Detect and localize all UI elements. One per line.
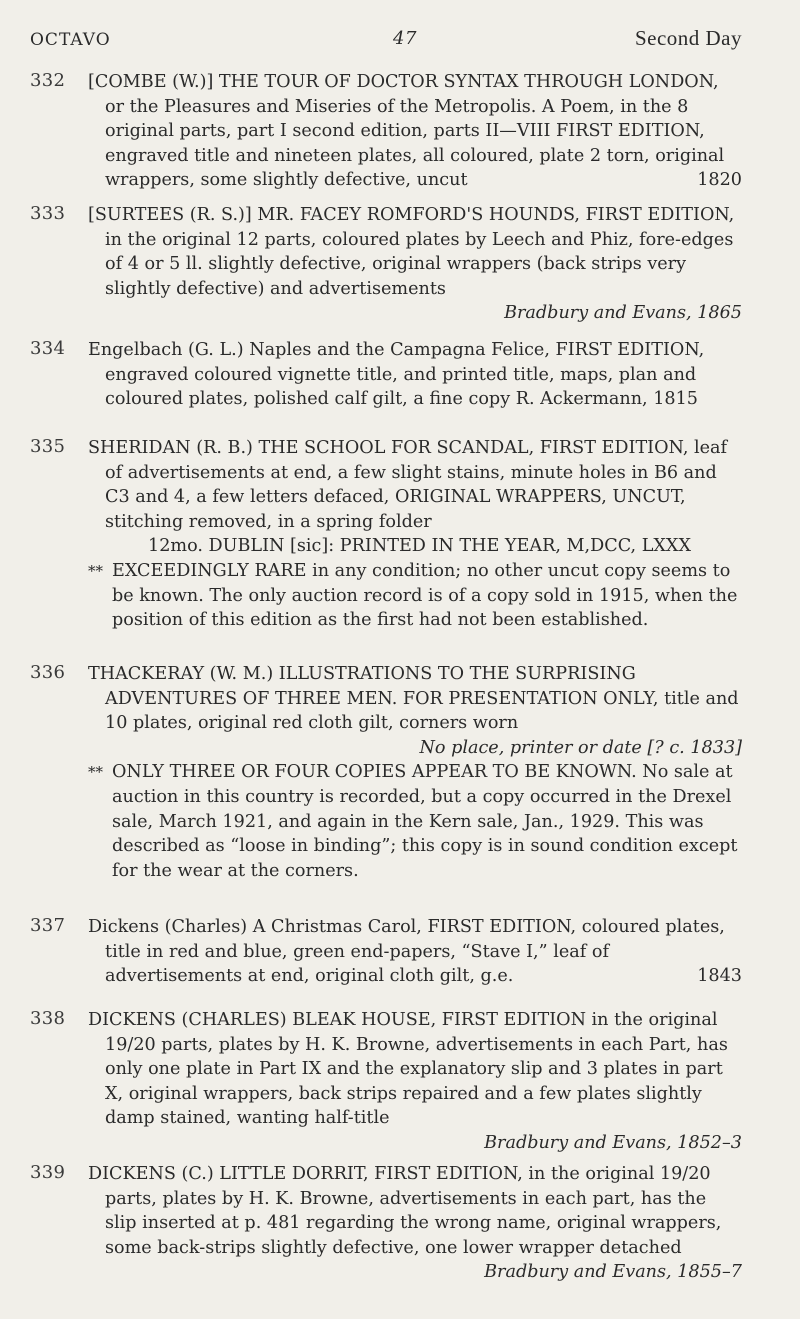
header-format: OCTAVO [30,30,111,50]
lot-date: 1843 [697,966,742,987]
lot-imprint: Bradbury and Evans, 1855–7 [484,1262,742,1283]
lot-description [88,70,742,193]
note-text: EXCEEDINGLY RARE in any condition; no other uncut copy seems to be known. The only auction record is of a copy sold in 1915, when the position of this edition as the first had not been established. [112,560,738,631]
note-asterisks: ** [88,763,103,782]
lot-text [88,70,742,193]
lot-text: DICKENS (C.) LITTLE DORRIT, FIRST EDITION, in the original 19/20 parts, plates by H. K. Browne, advertisements in each part, has the slip inserted at p. 481 regarding the wrong name, original wrappers, some back-strips slightly defective, one lower wrapper detached [88,1164,722,1258]
lot-date: 1820 [697,170,742,191]
lot-description [88,436,742,633]
lot-description [88,1162,742,1285]
lot-number: 337 [30,915,66,936]
note-asterisks: ** [88,561,103,580]
lot-text-body: [COMBE (W.)] THE TOUR OF DOCTOR SYNTAX THROUGH LONDON, or the Pleasures and Miseries of the Metropolis. A Poem, in the 8 original parts, part I second edition, parts II—VIII FIRST EDITION, engraved title and nineteen plates, all coloured, plate 2 torn, original wrappers, some slightly defective, uncut [88,72,725,191]
lot-description [88,338,742,412]
lot-text [88,915,742,989]
lot-number: 332 [30,70,66,91]
lot-number: 335 [30,436,66,457]
running-header [30,22,742,56]
lot-number: 339 [30,1162,66,1183]
lot-number: 333 [30,203,66,224]
lot-imprint: No place, printer or date [? c. 1833] [419,737,742,758]
lot-imprint: 12mo. DUBLIN [sic]: PRINTED IN THE YEAR, M,DCC, LXXX [148,536,691,557]
lot-text: THACKERAY (W. M.) ILLUSTRATIONS TO THE SURPRISING ADVENTURES OF THREE MEN. FOR PRESENTATION ONLY, title and 10 plates, original red cloth gilt, corners worn [88,664,739,734]
lot-number: 338 [30,1008,66,1029]
lot-note [88,559,742,633]
lot-text: [SURTEES (R. S.)] MR. FACEY ROMFORD'S HOUNDS, FIRST EDITION, in the original 12 parts, coloured plates by Leech and Phiz, fore-edges of 4 or 5 ll. slightly defective, original wrappers (back strips very slightly defective) and advertisements [88,205,735,299]
lot-text: DICKENS (CHARLES) BLEAK HOUSE, FIRST EDITION in the original 19/20 parts, plates by H. K. Browne, advertisements in each Part, has only one plate in Part IX and the explanatory slip and 3 plates in part X, original wrappers, back strips repaired and a few plates slightly damp stained, wanting half-title [88,1010,728,1129]
lot-text: SHERIDAN (R. B.) THE SCHOOL FOR SCANDAL, FIRST EDITION, leaf of advertisements at end, a few slight stains, minute holes in B6 and C3 and 4, a few letters defaced, ORIGINAL WRAPPERS, UNCUT, stitching removed, in a spring folder [88,438,728,532]
lot-note [88,760,742,883]
lot-number: 336 [30,662,66,683]
lot-description [88,1008,742,1156]
lot-text: Engelbach (G. L.) Naples and the Campagna Felice, FIRST EDITION, engraved coloured vignette title, and printed title, maps, plan and coloured plates, polished calf gilt, a fine copy R. Ackermann, 1815 [88,340,705,410]
lot-text-body: Dickens (Charles) A Christmas Carol, FIRST EDITION, coloured plates, title in red and blue, green end-papers, “Stave I,” leaf of advertisements at end, original cloth gilt, g.e. [88,917,725,987]
page-number: 47 [393,28,417,49]
lot-number: 334 [30,338,66,359]
header-day: Second Day [634,26,742,50]
lot-imprint: Bradbury and Evans, 1865 [504,303,742,324]
lot-description [88,662,742,883]
lot-imprint: Bradbury and Evans, 1852–3 [484,1132,742,1153]
note-text: ONLY THREE OR FOUR COPIES APPEAR TO BE KNOWN. No sale at auction in this country is recorded, but a copy occurred in the Drexel sale, March 1921, and again in the Kern sale, Jan., 1929. This was described as “loose in binding”; this copy is in sound condition except for the wear at the corners. [112,762,738,881]
lot-description [88,203,742,326]
lot-description [88,915,742,989]
